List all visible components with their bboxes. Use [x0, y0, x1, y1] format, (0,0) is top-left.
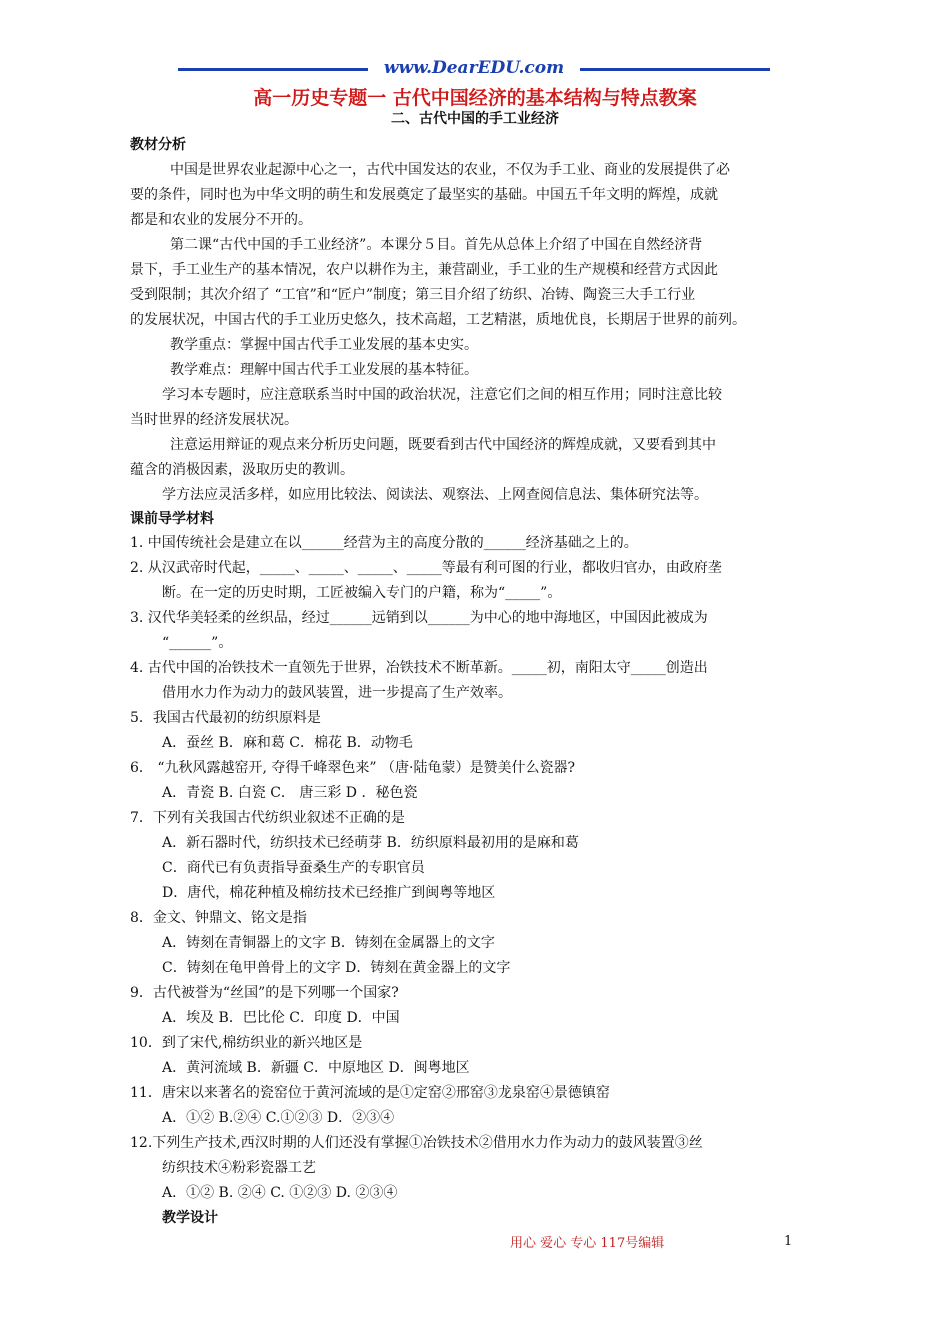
site-logo	[178, 58, 770, 82]
analysis-line: 第二课“古代中国的手工业经济”。本课分５目。首先从总体上介绍了中国在自然经济背	[170, 237, 703, 253]
question-line: C．商代已有负责指导蚕桑生产的专职官员	[162, 860, 425, 876]
question-line: C．铸刻在龟甲兽骨上的文字 D．铸刻在黄金器上的文字	[162, 960, 511, 976]
question-line: A．蚕丝 B．麻和葛 C．棉花 B．动物毛	[162, 735, 413, 751]
question-line: 7．下列有关我国古代纺织业叙述不正确的是	[130, 810, 405, 826]
page-number: 1	[784, 1234, 793, 1249]
analysis-line: 要的条件，同时也为中华文明的萌生和发展奠定了最坚实的基础。中国五千年文明的辉煌，成就	[130, 187, 718, 203]
question-line: A．铸刻在青铜器上的文字 B．铸刻在金属器上的文字	[162, 935, 495, 951]
section-heading-design: 教学设计	[162, 1210, 218, 1226]
question-line: 9．古代被誉为“丝国”的是下列哪一个国家?	[130, 985, 399, 1001]
page-title: 高一历史专题一 古代中国经济的基本结构与特点教案	[253, 87, 697, 109]
question-line: “______”。	[162, 635, 233, 651]
analysis-line: 教学难点：理解中国古代手工业发展的基本特征。	[170, 362, 478, 378]
analysis-line: 的发展状况，中国古代的手工业历史悠久，技术高超，工艺精湛，质地优良，长期居于世界的前列。	[130, 312, 746, 328]
question-line: 2. 从汉武帝时代起，_____、_____、_____、_____等最有利可图的行业，都收归官办，由政府垄	[130, 560, 722, 576]
page-subtitle: 二、古代中国的手工业经济	[391, 111, 559, 127]
question-line: 12.下列生产技术,西汉时期的人们还没有掌握①冶铁技术②借用水力作为动力的鼓风装置③丝	[130, 1135, 703, 1151]
question-line: A．①② B.②④ C.①②③ D．②③④	[162, 1110, 395, 1126]
question-line: A．新石器时代，纺织技术已经萌芽 B．纺织原料最初用的是麻和葛	[162, 835, 579, 851]
section-heading-analysis: 教材分析	[130, 137, 186, 153]
question-line: A．埃及 B．巴比伦 C．印度 D．中国	[162, 1010, 400, 1026]
question-line: 6． “九秋风露越窑开, 夺得千峰翠色来” （唐·陆龟蒙）是赞美什么瓷器?	[130, 760, 575, 776]
question-line: 1. 中国传统社会是建立在以______经营为主的高度分散的______经济基础之上的。	[130, 535, 638, 551]
question-line: 断。在一定的历史时期，工匠被编入专门的户籍，称为“_____”。	[162, 585, 562, 601]
analysis-line: 学方法应灵活多样，如应用比较法、阅读法、观察法、上网查阅信息法、集体研究法等。	[162, 487, 708, 503]
analysis-line: 教学重点：掌握中国古代手工业发展的基本史实。	[170, 337, 478, 353]
question-line: 8．金文、钟鼎文、铭文是指	[130, 910, 307, 926]
analysis-line: 都是和农业的发展分不开的。	[130, 212, 312, 228]
question-line: 5．我国古代最初的纺织原料是	[130, 710, 321, 726]
analysis-line: 景下，手工业生产的基本情况，农户以耕作为主，兼营副业，手工业的生产规模和经营方式因此	[130, 262, 718, 278]
analysis-line: 受到限制；其次介绍了 “工官”和“匠户”制度；第三目介绍了纺织、冶铸、陶瓷三大手工行业	[130, 287, 696, 303]
analysis-line: 注意运用辩证的观点来分析历史问题，既要看到古代中国经济的辉煌成就，又要看到其中	[170, 437, 716, 453]
footer-text: 用心 爱心 专心 117号编辑	[510, 1236, 665, 1251]
analysis-line: 中国是世界农业起源中心之一，古代中国发达的农业，不仅为手工业、商业的发展提供了必	[170, 162, 730, 178]
question-line: A．①② B. ②④ C. ①②③ D. ②③④	[162, 1185, 398, 1201]
question-line: 10．到了宋代,棉纺织业的新兴地区是	[130, 1035, 363, 1051]
question-line: 3. 汉代华美轻柔的丝织品，经过______远销到以______为中心的地中海地区，中国因此被成为	[130, 610, 708, 626]
question-line: A．黄河流域 B．新疆 C．中原地区 D．闽粤地区	[162, 1060, 470, 1076]
question-line: 借用水力作为动力的鼓风装置，进一步提高了生产效率。	[162, 685, 512, 701]
analysis-line: 蕴含的消极因素，汲取历史的教训。	[130, 462, 354, 478]
question-line: 4. 古代中国的冶铁技术一直领先于世界，冶铁技术不断革新。_____初，南阳太守_____创造出	[130, 660, 708, 676]
question-line: D．唐代，棉花种植及棉纺技术已经推广到闽粤等地区	[162, 885, 496, 901]
question-line: 纺织技术④粉彩瓷器工艺	[162, 1160, 316, 1176]
question-line: 11．唐宋以来著名的瓷窑位于黄河流域的是①定窑②邢窑③龙泉窑④景德镇窑	[130, 1085, 610, 1101]
logo-text: www.DearEDU.com	[383, 58, 565, 78]
analysis-line: 当时世界的经济发展状况。	[130, 412, 298, 428]
analysis-line: 学习本专题时，应注意联系当时中国的政治状况，注意它们之间的相互作用；同时注意比较	[162, 387, 722, 403]
section-heading-guide: 课前导学材料	[130, 511, 214, 527]
question-line: A．青瓷 B. 白瓷 C． 唐三彩 D ．秘色瓷	[162, 785, 418, 801]
